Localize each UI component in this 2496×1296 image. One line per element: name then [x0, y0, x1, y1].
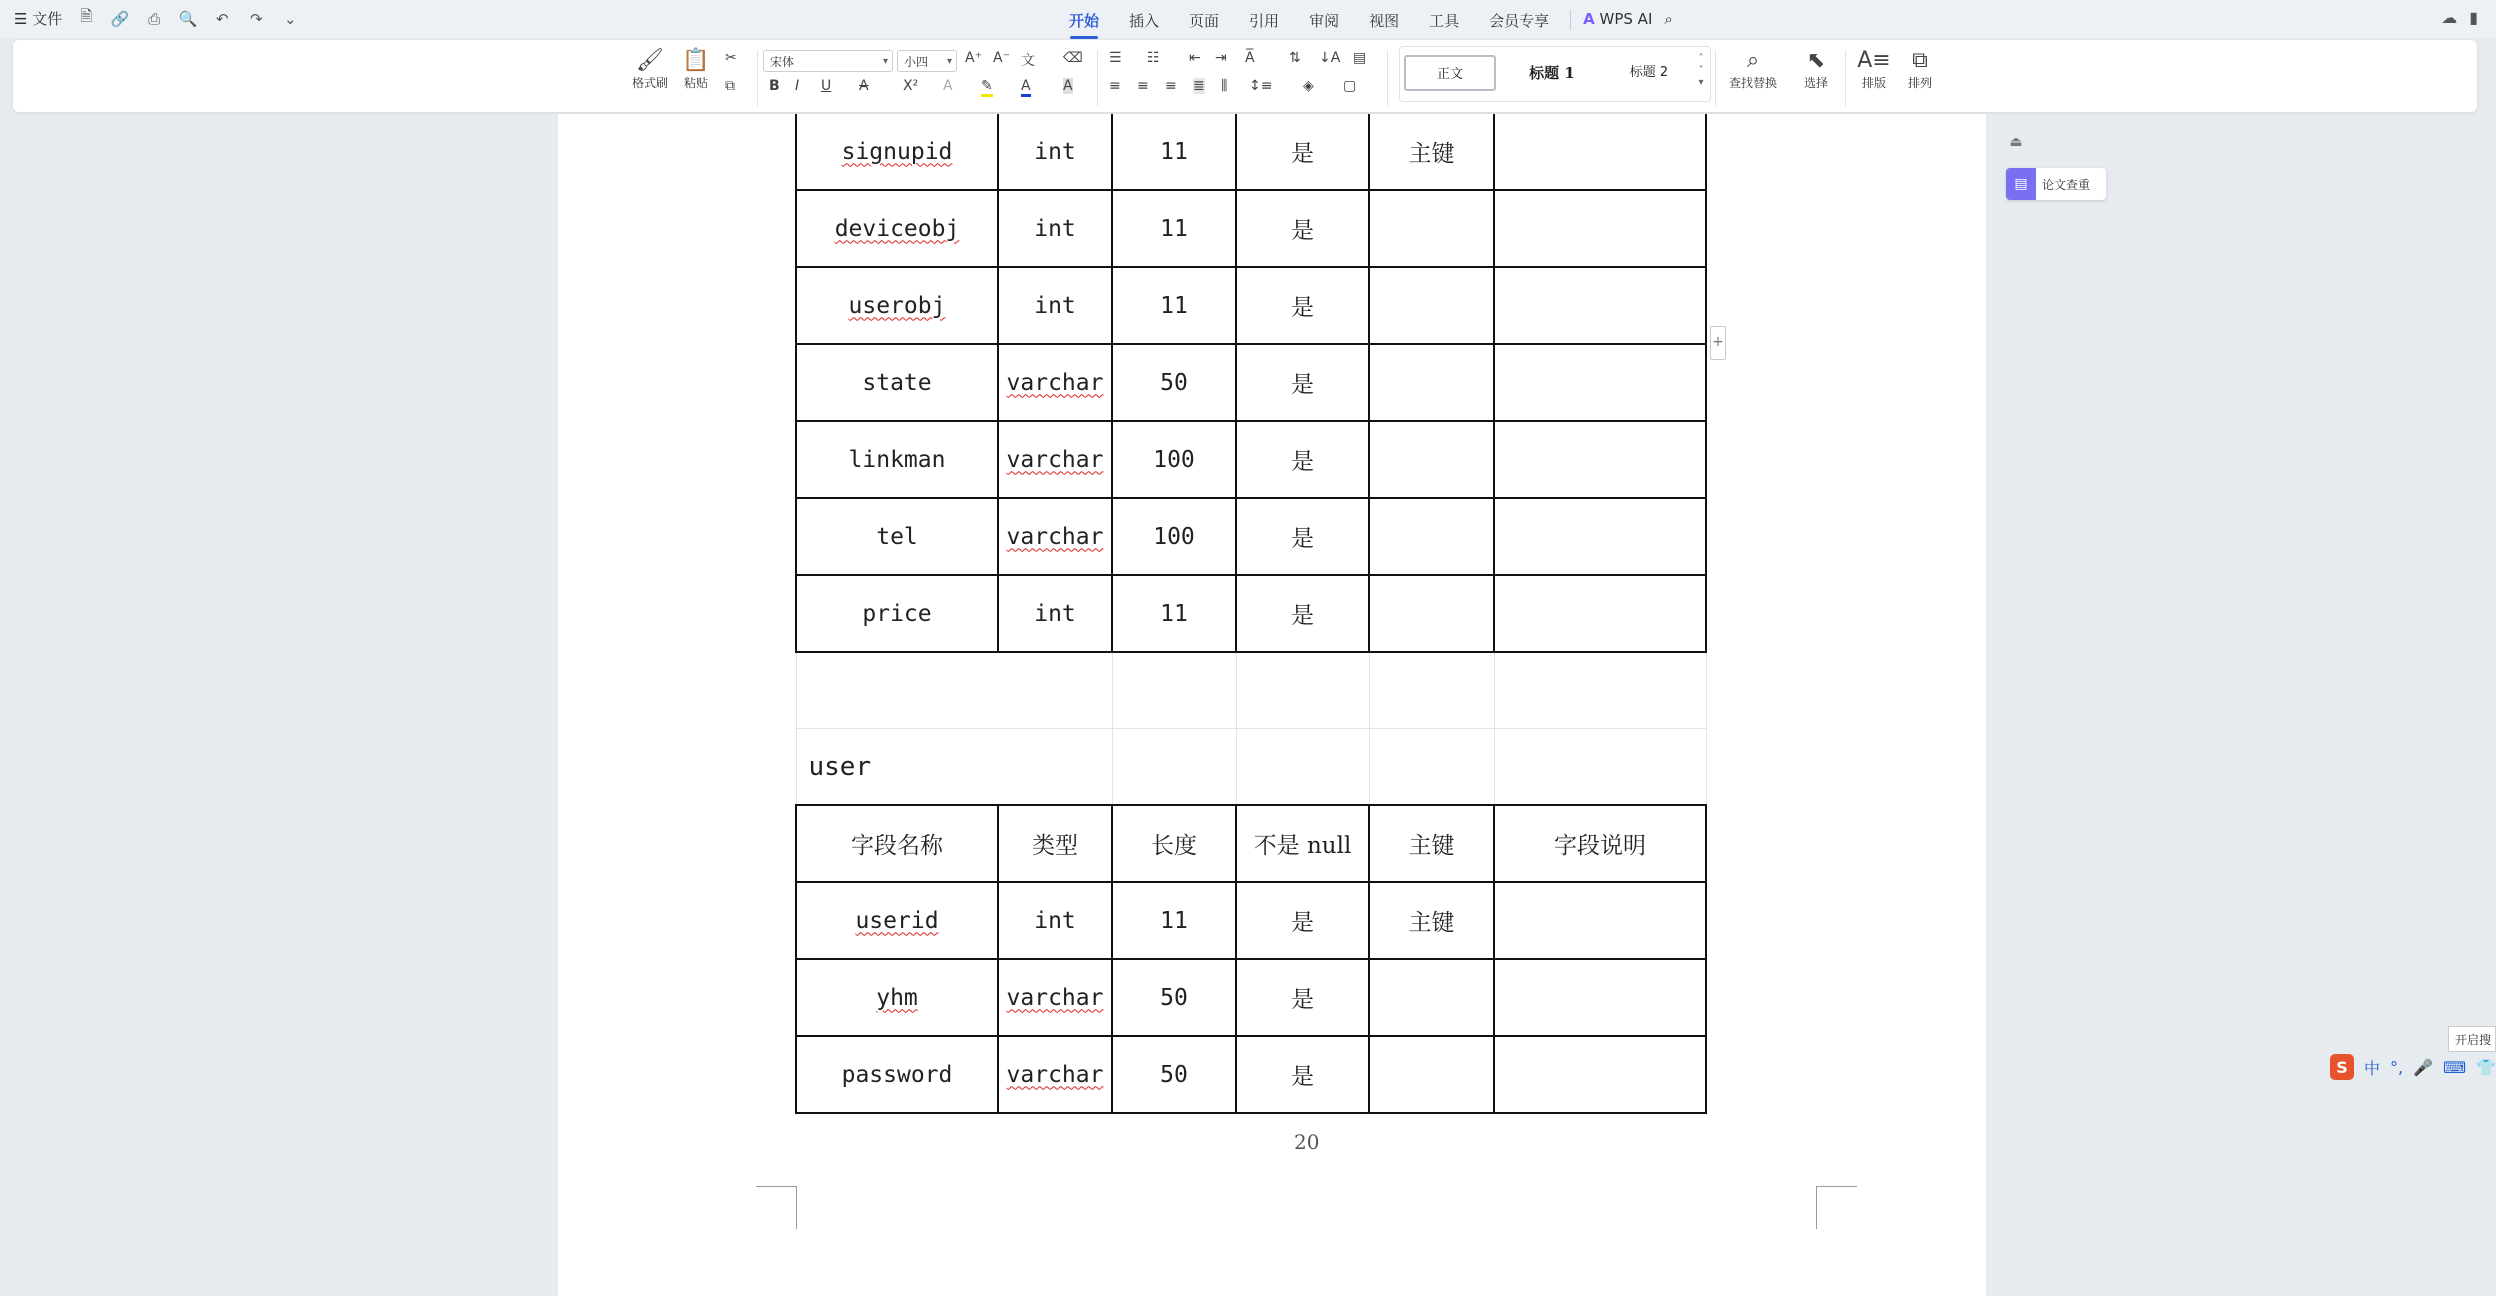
field-key[interactable] [1369, 882, 1494, 959]
field-name[interactable] [796, 959, 998, 1036]
border-icon[interactable]: ▢ [1343, 78, 1357, 94]
field-name-text: userid [855, 907, 939, 934]
menu-bar [0, 0, 2496, 38]
cut-icon[interactable]: ✂ [725, 50, 737, 66]
field-notnull[interactable] [1236, 421, 1369, 498]
chevron-down-icon[interactable]: ⌄ [283, 9, 297, 28]
field-key-text: 主键 [1408, 910, 1455, 936]
field-desc[interactable] [1494, 190, 1706, 267]
field-type-text: varchar [1006, 446, 1104, 473]
field-type-text: varchar [1006, 1061, 1104, 1088]
table-cell[interactable] [1494, 729, 1706, 806]
field-key[interactable] [1369, 498, 1494, 575]
field-desc[interactable] [1494, 114, 1706, 190]
field-notnull[interactable] [1236, 114, 1369, 190]
tab-home[interactable]: 开始 [1054, 8, 1114, 33]
chevron-down-icon: ▾ [946, 56, 952, 67]
font-size-value: 小四 [904, 55, 929, 69]
field-notnull[interactable] [1236, 344, 1369, 421]
paper-check-label: 论文查重 [2042, 177, 2091, 192]
keyboard-icon[interactable]: ⌨ [2442, 1057, 2467, 1077]
save-icon[interactable]: 🗎 [80, 7, 93, 25]
field-name-text: password [841, 1061, 953, 1088]
document-check-icon: ▤ [2006, 168, 2036, 200]
field-key[interactable] [1369, 114, 1494, 190]
table-row [796, 882, 1706, 959]
tab-page[interactable]: 页面 [1189, 12, 1220, 30]
page-corner-mark [756, 1186, 797, 1229]
font-name-select[interactable] [763, 50, 893, 72]
style-gallery-scroll[interactable]: ˄ ˅ ▾ [1698, 53, 1704, 88]
highlight-icon[interactable]: ✎ [981, 78, 993, 97]
field-type[interactable] [998, 421, 1112, 498]
field-notnull-text: 是 [1291, 449, 1314, 475]
align-left-icon[interactable]: ≡ [1109, 78, 1121, 94]
header-name[interactable]: 字段名称 [796, 805, 998, 882]
field-type[interactable] [998, 267, 1112, 344]
field-key[interactable] [1369, 575, 1494, 652]
field-type-text: int [1034, 215, 1076, 242]
field-length[interactable] [1112, 344, 1236, 421]
ribbon-divider [1097, 50, 1098, 106]
header-length[interactable]: 长度 [1112, 805, 1236, 882]
wps-ai-icon: A [1583, 10, 1595, 28]
field-length-text: 11 [1160, 215, 1188, 242]
clear-format-icon[interactable]: ⌫ [1063, 50, 1083, 66]
header-notnull[interactable]: 不是 null [1236, 805, 1369, 882]
field-desc[interactable] [1494, 498, 1706, 575]
field-name-text: yhm [876, 984, 918, 1011]
collapse-icon[interactable]: ⏏ [2009, 134, 2023, 150]
format-painter-icon: 🖌 [636, 48, 664, 73]
ribbon-divider [1845, 50, 1846, 106]
shading-icon[interactable]: ◈ [1303, 78, 1314, 94]
search-icon: ⌕ [1746, 48, 1760, 73]
field-notnull[interactable] [1236, 575, 1369, 652]
field-name-text: state [862, 369, 932, 396]
ribbon-toolbar [13, 40, 2477, 112]
field-name[interactable] [796, 1036, 998, 1113]
copy-icon[interactable]: ⧉ [725, 78, 735, 94]
field-length-text: 11 [1160, 600, 1188, 627]
find-replace-button[interactable] [1721, 48, 1785, 91]
field-name-text: tel [876, 523, 918, 550]
font-size-select[interactable] [897, 50, 957, 72]
field-notnull-text: 是 [1291, 910, 1314, 936]
table-row [796, 575, 1706, 652]
field-notnull[interactable] [1236, 498, 1369, 575]
field-type-text: int [1034, 600, 1076, 627]
table-cell[interactable] [1236, 729, 1369, 806]
superscript-icon[interactable]: X² [903, 78, 919, 94]
field-notnull-text: 是 [1291, 1064, 1314, 1090]
table-cell[interactable] [796, 652, 1112, 729]
table-row [796, 959, 1706, 1036]
text-direction-icon[interactable]: A̅ [1245, 50, 1255, 66]
field-key[interactable] [1369, 190, 1494, 267]
skin-icon[interactable]: 👕 [2476, 1057, 2496, 1077]
header-desc[interactable]: 字段说明 [1494, 805, 1706, 882]
table-row [796, 344, 1706, 421]
table-cell[interactable] [1369, 729, 1494, 806]
show-marks-icon[interactable]: ▤ [1353, 50, 1367, 66]
field-name[interactable] [796, 190, 998, 267]
field-type[interactable] [998, 190, 1112, 267]
line-spacing-icon[interactable]: ↕≡ [1249, 78, 1273, 94]
ribbon-divider [1715, 50, 1716, 106]
field-name-text: signupid [841, 138, 953, 165]
field-type-text: int [1034, 138, 1076, 165]
paste-icon: 📋 [682, 48, 710, 73]
field-name[interactable] [796, 344, 998, 421]
ribbon-divider [1387, 50, 1388, 106]
field-type[interactable] [998, 498, 1112, 575]
tooltip: 开启搜 [2448, 1026, 2496, 1052]
print-preview-icon[interactable]: 🔍 [178, 9, 198, 28]
font-name-value: 宋体 [770, 55, 795, 69]
field-length-text: 50 [1160, 369, 1188, 396]
line-sort-icon[interactable]: ⇅ [1289, 50, 1301, 66]
field-key-text: 主键 [1408, 141, 1455, 167]
italic-icon[interactable]: I [795, 78, 800, 94]
field-length[interactable] [1112, 498, 1236, 575]
table-header-row [796, 805, 1706, 882]
table-row [796, 1036, 1706, 1113]
tab-references[interactable]: 引用 [1249, 12, 1280, 30]
align-right-icon[interactable]: ≡ [1165, 78, 1177, 94]
phonetic-icon[interactable]: 文 [1021, 53, 1035, 69]
table-name[interactable]: user [796, 729, 1112, 806]
field-notnull[interactable] [1236, 959, 1369, 1036]
font-shrink-icon[interactable]: A⁻ [993, 50, 1010, 66]
field-key[interactable] [1369, 344, 1494, 421]
field-name-text: price [862, 600, 932, 627]
ime-toolbar[interactable] [2330, 1052, 2496, 1082]
format-painter-label: 格式刷 [631, 76, 668, 90]
undo-icon[interactable]: ↶ [215, 9, 229, 28]
field-length[interactable] [1112, 575, 1236, 652]
tab-insert[interactable]: 插入 [1129, 12, 1160, 30]
arrange-icon: ⧉ [1912, 48, 1928, 73]
redo-icon[interactable]: ↷ [249, 9, 263, 28]
layout-label: 排版 [1861, 76, 1886, 90]
field-notnull-text: 是 [1291, 987, 1314, 1013]
bold-icon[interactable]: B [769, 78, 780, 94]
table-cell[interactable] [1369, 652, 1494, 729]
table-row-blank [796, 652, 1706, 729]
field-desc[interactable] [1494, 882, 1706, 959]
strikethrough-icon[interactable]: A [859, 78, 869, 94]
field-type-text: varchar [1006, 369, 1104, 396]
field-name-text: linkman [848, 446, 946, 473]
chevron-down-icon: ▾ [882, 56, 888, 67]
table-add-column-button[interactable]: + [1710, 326, 1726, 360]
field-notnull[interactable] [1236, 190, 1369, 267]
select-label: 选择 [1803, 76, 1828, 90]
select-button[interactable] [1793, 48, 1839, 91]
field-notnull-text: 是 [1291, 141, 1314, 167]
layout-icon: A≡ [1857, 48, 1891, 73]
field-key[interactable] [1369, 267, 1494, 344]
style-heading-2[interactable]: 标题 2 [1629, 65, 1669, 80]
cloud-sync-icon[interactable]: ☁ [2441, 8, 2458, 27]
table-row [796, 421, 1706, 498]
field-length-text: 50 [1160, 1061, 1188, 1088]
tab-member[interactable]: 会员专享 [1489, 12, 1550, 30]
arrange-label: 排列 [1907, 76, 1932, 90]
field-length-text: 50 [1160, 984, 1188, 1011]
field-type-text: varchar [1006, 984, 1104, 1011]
underline-icon[interactable]: U [821, 78, 832, 94]
numbered-list-icon[interactable]: ☷ [1147, 50, 1160, 66]
table-name-row [796, 729, 1706, 806]
wps-ai-label: WPS AI [1599, 10, 1653, 28]
ribbon-divider [757, 50, 758, 106]
sogou-logo-icon: S [2330, 1054, 2354, 1080]
text-effect-icon[interactable]: A [943, 78, 953, 94]
field-type-text: int [1034, 292, 1076, 319]
microphone-icon[interactable]: 🎤 [2413, 1057, 2433, 1077]
field-type[interactable] [998, 1036, 1112, 1113]
increase-indent-icon[interactable]: ⇥ [1215, 50, 1227, 66]
field-desc[interactable] [1494, 575, 1706, 652]
field-notnull-text: 是 [1291, 372, 1314, 398]
field-notnull-text: 是 [1291, 295, 1314, 321]
link-icon[interactable]: 🔗 [110, 9, 130, 28]
field-type[interactable] [998, 882, 1112, 959]
sidebar-toggle-icon[interactable]: ▮ [2469, 8, 2478, 27]
wps-ai-button[interactable] [1577, 8, 1658, 33]
paste-label: 粘贴 [683, 76, 708, 90]
field-notnull-text: 是 [1291, 526, 1314, 552]
decrease-indent-icon[interactable]: ⇤ [1189, 50, 1201, 66]
field-length[interactable] [1112, 267, 1236, 344]
bullet-list-icon[interactable]: ☰ [1109, 50, 1122, 66]
field-key[interactable] [1369, 421, 1494, 498]
field-name[interactable] [796, 575, 998, 652]
field-length[interactable] [1112, 1036, 1236, 1113]
menu-divider [1570, 10, 1571, 30]
field-desc[interactable] [1494, 1036, 1706, 1113]
table-cell[interactable] [1112, 652, 1236, 729]
field-type[interactable] [998, 344, 1112, 421]
field-name[interactable] [796, 882, 998, 959]
field-type[interactable] [998, 959, 1112, 1036]
font-grow-icon[interactable]: A⁺ [965, 50, 982, 66]
field-length-text: 11 [1160, 292, 1188, 319]
font-color-icon[interactable]: A [1021, 78, 1031, 97]
paste-button[interactable] [673, 48, 719, 91]
field-length-text: 100 [1153, 446, 1195, 473]
file-menu[interactable]: ☰ 文件 [14, 10, 63, 28]
field-notnull[interactable] [1236, 1036, 1369, 1113]
tab-tools[interactable]: 工具 [1429, 12, 1460, 30]
style-normal[interactable]: 正文 [1404, 55, 1496, 91]
field-length[interactable] [1112, 190, 1236, 267]
table-row [796, 267, 1706, 344]
field-desc[interactable] [1494, 421, 1706, 498]
table-cell[interactable] [1112, 729, 1236, 806]
paper-check-button[interactable] [2006, 168, 2106, 200]
search-icon[interactable]: ⌕ [1664, 10, 1673, 28]
arrange-button[interactable] [1897, 48, 1943, 91]
field-desc[interactable] [1494, 344, 1706, 421]
field-type-text: int [1034, 907, 1076, 934]
field-key[interactable] [1369, 959, 1494, 1036]
field-name[interactable] [796, 114, 998, 190]
file-menu-label: 文件 [32, 10, 63, 28]
sort-icon[interactable]: ↓A [1319, 50, 1341, 66]
field-length[interactable] [1112, 882, 1236, 959]
field-desc[interactable] [1494, 959, 1706, 1036]
field-length[interactable] [1112, 114, 1236, 190]
field-desc[interactable] [1494, 267, 1706, 344]
field-length[interactable] [1112, 959, 1236, 1036]
punctuation-icon[interactable]: °, [2389, 1057, 2404, 1077]
field-table[interactable] [795, 114, 1707, 1114]
field-name[interactable] [796, 498, 998, 575]
field-key[interactable] [1369, 1036, 1494, 1113]
field-type[interactable] [998, 114, 1112, 190]
tab-review[interactable]: 审阅 [1309, 12, 1340, 30]
field-notnull[interactable] [1236, 882, 1369, 959]
justify-icon[interactable]: ≣ [1193, 78, 1205, 94]
table-row [796, 498, 1706, 575]
field-type-text: varchar [1006, 523, 1104, 550]
field-length-text: 100 [1153, 523, 1195, 550]
field-name[interactable] [796, 421, 998, 498]
table-row [796, 190, 1706, 267]
find-replace-label: 查找替换 [1728, 76, 1777, 90]
field-length-text: 11 [1160, 907, 1188, 934]
style-gallery [1399, 46, 1711, 102]
field-length[interactable] [1112, 421, 1236, 498]
table-row [796, 114, 1706, 190]
print-icon[interactable]: ⎙ [148, 9, 161, 28]
cursor-icon: ⬉ [1806, 48, 1826, 73]
field-notnull[interactable] [1236, 267, 1369, 344]
char-shading-icon[interactable]: A [1063, 78, 1073, 94]
field-name[interactable] [796, 267, 998, 344]
style-heading-1[interactable]: 标题 1 [1529, 64, 1575, 82]
header-type[interactable]: 类型 [998, 805, 1112, 882]
page-corner-mark [1816, 1186, 1857, 1229]
ime-mode[interactable]: 中 [2363, 1058, 2380, 1078]
distribute-icon[interactable]: ⫼ [1221, 78, 1228, 94]
field-notnull-text: 是 [1291, 218, 1314, 244]
field-type[interactable] [998, 575, 1112, 652]
format-painter-button[interactable] [627, 48, 673, 91]
header-key[interactable]: 主键 [1369, 805, 1494, 882]
field-name-text: userobj [848, 292, 946, 319]
field-notnull-text: 是 [1291, 603, 1314, 629]
field-name-text: deviceobj [834, 215, 960, 242]
table-cell[interactable] [1494, 652, 1706, 729]
tab-view[interactable]: 视图 [1369, 12, 1400, 30]
align-center-icon[interactable]: ≡ [1137, 78, 1149, 94]
table-cell[interactable] [1236, 652, 1369, 729]
field-length-text: 11 [1160, 138, 1188, 165]
page-number: 20 [1294, 1130, 1320, 1154]
layout-button[interactable] [1851, 48, 1897, 91]
